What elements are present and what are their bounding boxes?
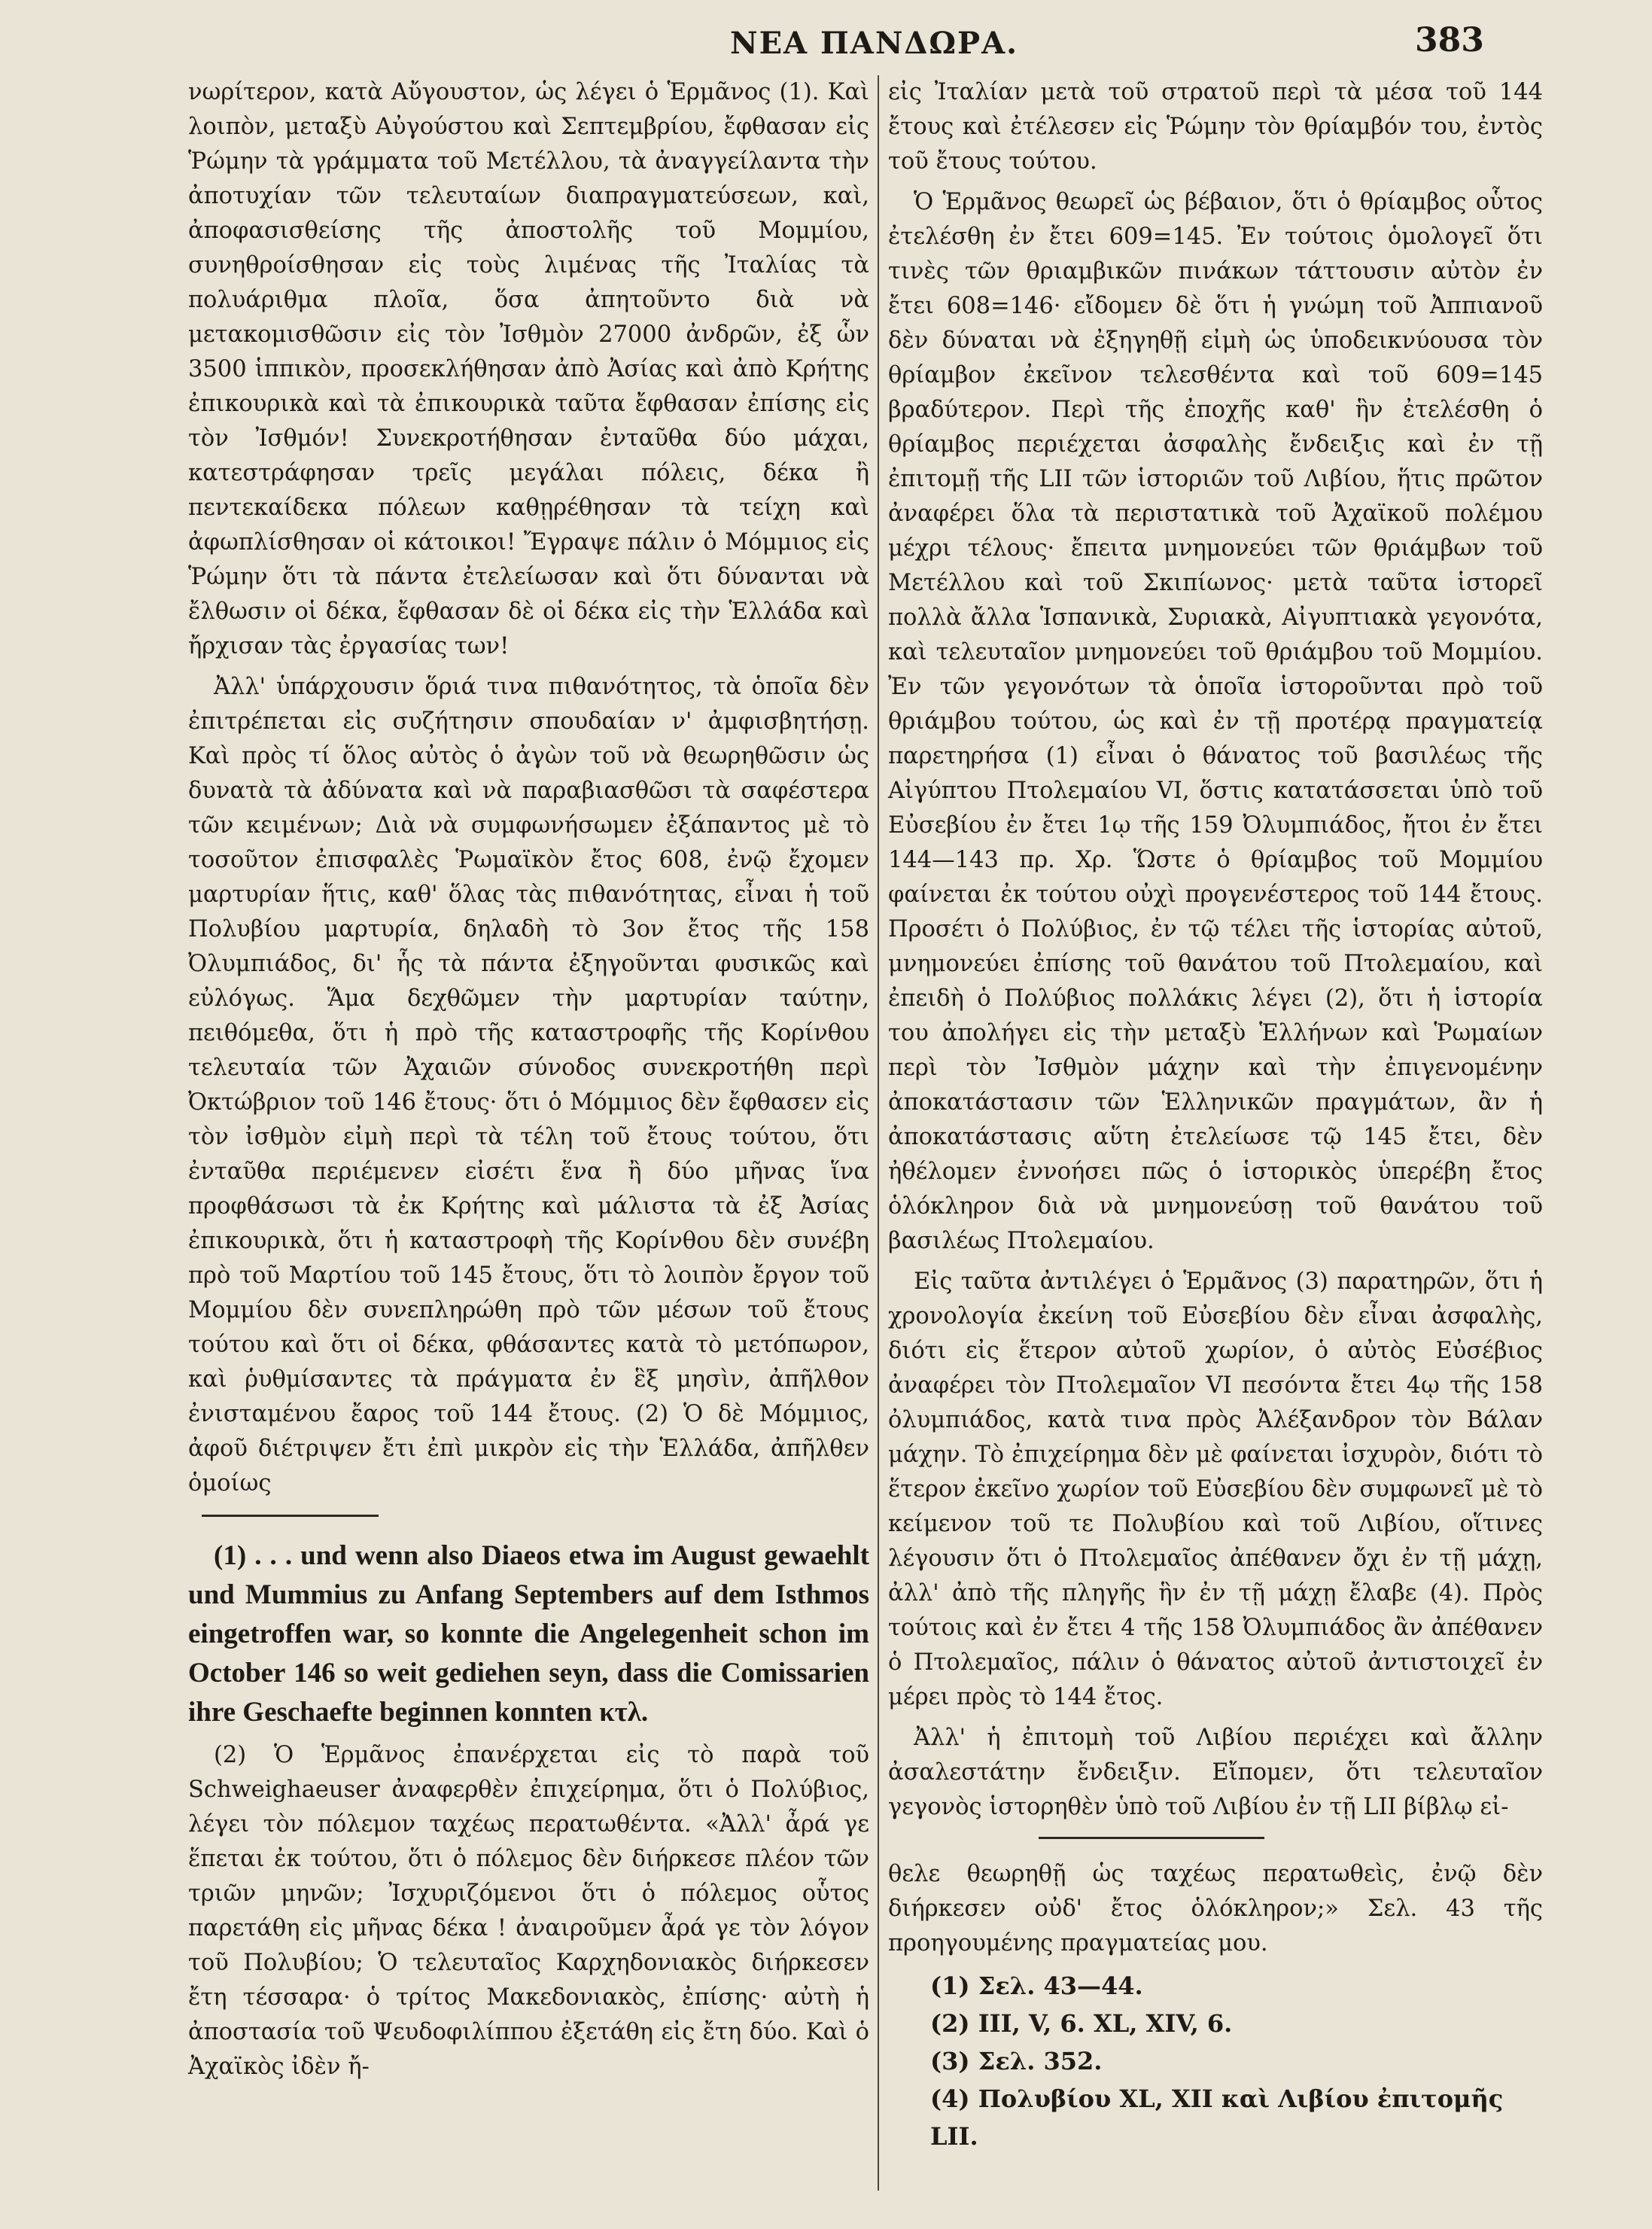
right-footnote-4: (4) Πολυβίου XL, XII καὶ Λιβίου ἐπιτομῆς LII. [930, 2084, 1504, 2151]
right-column [888, 75, 1543, 2155]
page-number: 383 [1415, 21, 1484, 59]
right-paragraph-4: Ἀλλ' ἡ ἐπιτομὴ τοῦ Λιβίου περιέχει καὶ ἄλλην ἀσαλεστάτην ἔνδειξιν. Εἴπομεν, ὅτι τελευταῖον γεγονὸς ἱστορηθὲν ὑπὸ τοῦ Λιβίου ἐν τῇ LII βίβλῳ εἰ- [888, 1725, 1543, 1820]
left-footnote-2: (2) Ὁ Ἑρμᾶνος ἐπανέρχεται εἰς τὸ παρὰ τοῦ Schweighaeuser ἀναφερθὲν ἐπιχείρημα, ὅτι ὁ Πολύβιος, λέγει τὸν πόλεμον ταχέως περατωθέντα. «Ἀλλ' ἆρά γε ἕπεται ἐκ τούτου, ὅτι ὁ πόλεμος δὲν διήρκεσε πλέον τῶν τριῶν μηνῶν; Ἰσχυριζόμενοι ὅτι ὁ πόλεμος οὗτος παρετάθη εἰς μῆνας δέκα ! ἀναιροῦμεν ἆρά γε τὸν λόγον τοῦ Πολυβίου; Ὁ τελευταῖος Καρχηδονιακὸς διήρκεσεν ἔτη τέσσαρα· ὁ τρίτος Μακεδονιακὸς, ἐπίσης· αὐτὴ ἡ ἀποστασία τοῦ Ψευδοφιλίππου ἐξετάθη εἰς ἔτη δύο. Καὶ ὁ Ἀχαϊκὸς ἰδὲν ἤ- [188, 1742, 869, 2080]
footnote-separator [202, 1515, 379, 1517]
left-footnote-1: (1) . . . und wenn also Diaeos etwa im August gewaehlt und Mummius zu Anfang Septembers auf dem Isthmos eingetroffen war, so konnte die Angelegenheit schon im October 146 so weit gediehen seyn, dass die Comissarien ihre Geschaefte beginnen konnten κτλ. [188, 1540, 869, 1728]
left-paragraph-1: νωρίτερον, κατὰ Αὔγουστον, ὡς λέγει ὁ Ἑρμᾶνος (1). Καὶ λοιπὸν, μεταξὺ Αὐγούστου καὶ Σεπτεμβρίου, ἔφθασαν εἰς Ῥώμην τὰ γράμματα τοῦ Μετέλλου, τὰ ἀναγγείλαντα τὴν ἀποτυχίαν τῶν τελευταίων διαπραγματεύσεων, καὶ, ἀποφασισθείσης τῆς ἀποστολῆς τοῦ Μομμίου, συνηθροίσθησαν εἰς τοὺς λιμένας τῆς Ἰταλίας τὰ πολυάριθμα πλοῖα, ὅσα ἀπητοῦντο διὰ νὰ μετακομισθῶσιν εἰς τὸν Ἰσθμὸν 27000 ἀνδρῶν, ἐξ ὧν 3500 ἱππικὸν, προσεκλήθησαν ἀπὸ Ἀσίας καὶ ἀπὸ Κρήτης ἐπικουρικὰ καὶ τὰ ἐπικουρικὰ ταῦτα ἔφθασαν ἐπίσης εἰς τὸν Ἰσθμόν! Συνεκροτήθησαν ἐνταῦθα δύο μάχαι, κατεστράφησαν τρεῖς μεγάλαι πόλεις, δέκα ἢ πεντεκαίδεκα πόλεων καθῃρέθησαν τὰ τείχη καὶ ἀφωπλίσθησαν οἱ κάτοικοι! Ἔγραψε πάλιν ὁ Μόμμιος εἰς Ῥώμην ὅτι τὰ πάντα ἐτελείωσαν καὶ ὅτι δύνανται νὰ ἔλθωσιν οἱ δέκα, ἔφθασαν δὲ οἱ δέκα εἰς τὴν Ἑλλάδα καὶ ἤρχισαν τὰς ἐργασίας των! [188, 79, 869, 659]
right-footnote-1: (1) Σελ. 43—44. [930, 1972, 1143, 2000]
footnote-separator-right [1039, 1837, 1264, 1839]
column-divider [878, 75, 879, 2191]
journal-title: ΝΕΑ ΠΑΝΔΩΡΑ. [730, 26, 1019, 61]
right-footnote-2: (2) III, V, 6. XL, XIV, 6. [930, 2009, 1233, 2038]
left-paragraph-2: Ἀλλ' ὑπάρχουσιν ὅριά τινα πιθανότητος, τὰ ὁποῖα δὲν ἐπιτρέπεται εἰς συζήτησιν σπουδαίαν ν' ἀμφισβητήσῃ. Καὶ πρὸς τί ὅλος αὐτὸς ὁ ἀγὼν τοῦ νὰ θεωρηθῶσιν ὡς δυνατὰ τὰ ἀδύνατα καὶ νὰ παραβιασθῶσι τὰ σαφέστερα τῶν κειμένων; Διὰ νὰ συμφωνήσωμεν ἐξάπαντος μὲ τὸ τοσοῦτον ἐπισφαλὲς Ῥωμαϊκὸν ἔτος 608, ἐνῷ ἔχομεν μαρτυρίαν ἥτις, καθ' ὅλας τὰς πιθανότητας, εἶναι ἡ τοῦ Πολυβίου μαρτυρία, δηλαδὴ τὸ 3ον ἔτος τῆς 158 Ὀλυμπιάδος, δι' ἧς τὰ πάντα ἐξηγοῦνται φυσικῶς καὶ εὐλόγως. Ἅμα δεχθῶμεν τὴν μαρτυρίαν ταύτην, πειθόμεθα, ὅτι ἡ πρὸ τῆς καταστροφῆς τῆς Κορίνθου τελευταία τῶν Ἀχαιῶν σύνοδος συνεκροτήθη περὶ Ὀκτώβριον τοῦ 146 ἔτους· ὅτι ὁ Μόμμιος δὲν ἔφθασεν εἰς τὸν ἰσθμὸν εἰμὴ περὶ τὰ τέλη τοῦ ἔτους τούτου, ὅτι ἐνταῦθα περιέμενεν εἰσέτι ἕνα ἢ δύο μῆνας ἵνα προφθάσωσι τὰ ἐκ Κρήτης καὶ μάλιστα τὰ ἐξ Ἀσίας ἐπικουρικὰ, ὅτι ἡ καταστροφὴ τῆς Κορίνθου δὲν συνέβη πρὸ τοῦ Μαρτίου τοῦ 145 ἔτους, ὅτι τὸ λοιπὸν ἔργον τοῦ Μομμίου δὲν συνεπληρώθη πρὸ τῶν μέσων τοῦ ἔτους τούτου καὶ ὅτι οἱ δέκα, φθάσαντες κατὰ τὸ μετόπωρον, καὶ ῥυθμίσαντες τὰ πράγματα ἐν ἓξ μησὶν, ἀπῆλθον ἐνισταμένου ἔαρος τοῦ 144 ἔτους. (2) Ὁ δὲ Μόμμιος, ἀφοῦ διέτριψεν ἔτι ἐπὶ μικρὸν εἰς τὴν Ἑλλάδα, ἀπῆλθεν ὁμοίως [188, 674, 869, 1497]
right-footnote-list [888, 1967, 1543, 2155]
right-paragraph-2: Ὁ Ἑρμᾶνος θεωρεῖ ὡς βέβαιον, ὅτι ὁ θρίαμβος οὗτος ἐτελέσθη ἐν ἔτει 609=145. Ἐν τούτοις ὁμολογεῖ ὅτι τινὲς τῶν θριαμβικῶν πινάκων τάττουσιν αὐτὸν ἐν ἔτει 608=146· εἴδομεν δὲ ὅτι ἡ γνώμη τοῦ Ἀππιανοῦ δὲν δύναται νὰ ἐξηγηθῇ εἰμὴ ὡς ὑποδεικνύουσα τὸν θρίαμβον ἐκεῖνον τελεσθέντα καὶ τοῦ 609=145 βραδύτερον. Περὶ τῆς ἐποχῆς καθ' ἣν ἐτελέσθη ὁ θρίαμβος περιέχεται ἀσφαλὴς ἔνδειξις καὶ ἐν τῇ ἐπιτομῇ τῆς LII τῶν ἱστοριῶν τοῦ Λιβίου, ἥτις πρῶτον ἀναφέρει ὅλα τὰ περιστατικὰ τοῦ Ἀχαϊκοῦ πολέμου μέχρι τέλους· ἔπειτα μνημονεύει τῶν θριάμβων τοῦ Μετέλλου καὶ τοῦ Σκιπίωνος· μετὰ ταῦτα ἱστορεῖ πολλὰ ἄλλα Ἱσπανικὰ, Συριακὰ, Αἰγυπτιακὰ γεγονότα, καὶ τελευταῖον μνημονεύει τοῦ θριάμβου τοῦ Μομμίου. Ἐν τῶν γεγονότων τὰ ὁποῖα ἱστοροῦνται πρὸ τοῦ θριάμβου τούτου, ὡς καὶ ἐν τῇ προτέρᾳ πραγματείᾳ παρετηρήσα (1) εἶναι ὁ θάνατος τοῦ βασιλέως τῆς Αἰγύπτου Πτολεμαίου VI, ὅστις κατατάσσεται ὑπὸ τοῦ Εὐσεβίου ἐν ἔτει 1ῳ τῆς 159 Ὀλυμπιάδος, ἤτοι ἐν ἔτει 144—143 πρ. Χρ. Ὥστε ὁ θρίαμβος τοῦ Μομμίου φαίνεται ἐκ τούτου οὐχὶ προγενέστερος τοῦ 144 ἔτους. Προσέτι ὁ Πολύβιος, ἐν τῷ τέλει τῆς ἱστορίας αὐτοῦ, μνημονεύει ἐπίσης τοῦ θανάτου τοῦ Πτολεμαίου, καὶ ἐπειδὴ ὁ Πολύβιος πολλάκις λέγει (2), ὅτι ἡ ἱστορία του ἀπολήγει εἰς τὴν μεταξὺ Ἑλλήνων καὶ Ῥωμαίων περὶ τὸν Ἰσθμὸν μάχην καὶ τὴν ἐπιγενομένην ἀποκατάστασιν τῶν Ἑλληνικῶν πραγμάτων, ἂν ἡ ἀποκατάστασις αὕτη ἐτελείωσε τῷ 145 ἔτει, δὲν ἠθέλομεν ἐννοήσει πῶς ὁ ἱστορικὸς ὑπερέβη ἔτος ὁλόκληρον διὰ νὰ μνημονεύσῃ τοῦ θανάτου τοῦ βασιλέως Πτολεμαίου. [888, 189, 1543, 1254]
right-footnote-continuation: θελε θεωρηθῇ ὡς ταχέως περατωθεὶς, ἐνῷ δὲν διήρκεσεν οὐδ' ἔτος ὁλόκληρον;» Σελ. 43 τῆς προηγουμένης πραγματείας μου. [888, 1861, 1543, 1956]
right-paragraph-3: Εἰς ταῦτα ἀντιλέγει ὁ Ἑρμᾶνος (3) παρατηρῶν, ὅτι ἡ χρονολογία ἐκείνη τοῦ Εὐσεβίου δὲν εἶναι ἀσφαλὴς, διότι εἰς ἕτερον αὐτοῦ χωρίον, ὁ αὐτὸς Εὐσέβιος ἀναφέρει τὸν Πτολεμαῖον VI πεσόντα ἔτει 4ῳ τῆς 158 ὀλυμπιάδος, κατὰ τινα πρὸς Ἀλέξανδρον τὸν Βάλαν μάχην. Τὸ ἐπιχείρημα δὲν μὲ φαίνεται ἰσχυρὸν, διότι τὸ ἕτερον ἐκεῖνο χωρίον τοῦ Εὐσεβίου δὲν συμφωνεῖ μὲ τὸ κείμενον τοῦ τε Πολυβίου καὶ τοῦ Λιβίου, οἵτινες λέγουσιν ὅτι ὁ Πτολεμαῖος ἀπέθανεν ὄχι ἐν τῇ μάχῃ, ἀλλ' ἀπὸ τῆς πληγῆς ἣν ἐν τῇ μάχῃ ἔλαβε (4). Πρὸς τούτοις καὶ ἐν ἔτει 4 τῆς 158 Ὀλυμπιάδος ἂν ἀπέθανεν ὁ Πτολεμαῖος, πάλιν ὁ θάνατος αὐτοῦ ἀντιστοιχεῖ ἐν μέρει πρὸς τὸ 144 ἔτος. [888, 1268, 1543, 1710]
right-paragraph-1: εἰς Ἰταλίαν μετὰ τοῦ στρατοῦ περὶ τὰ μέσα τοῦ 144 ἔτους καὶ ἐτέλεσεν εἰς Ῥώμην τὸν θρίαμβόν του, ἐντὸς τοῦ ἔτους τούτου. [888, 79, 1543, 175]
page-header [0, 21, 1652, 74]
right-footnote-3: (3) Σελ. 352. [930, 2047, 1103, 2075]
left-column [188, 75, 869, 2090]
